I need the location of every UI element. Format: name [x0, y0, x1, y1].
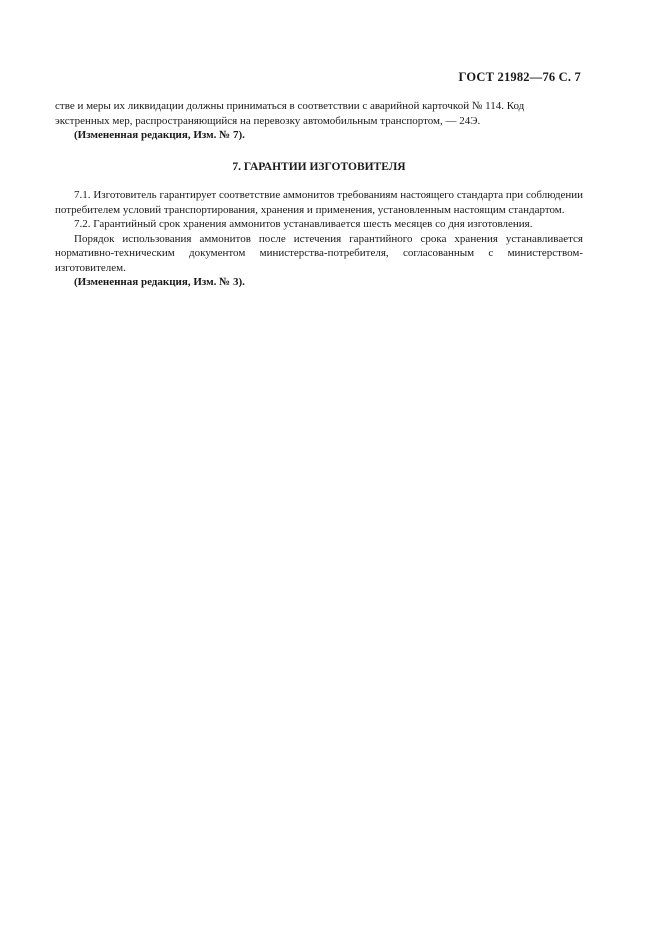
intro-paragraph — [55, 99, 583, 128]
section-title: 7. ГАРАНТИИ ИЗГОТОВИТЕЛЯ — [232, 160, 406, 173]
clause-7-2: 7.2. Гарантийный срок хранения аммонитов устанавливается шесть месяцев со дня изготовления. — [74, 218, 533, 230]
clause-7-2-procedure: Порядок использования аммонитов после истечения гарантийного срока хранения устанавливается нормативно-техническим документом министерства-потребителя, согласованным с министерством-изготовителем. — [55, 232, 583, 274]
amendment-note-3: (Измененная редакция, Изм. № 3). — [74, 276, 245, 288]
intro-line-1: стве и меры их ликвидации должны приниматься в соответствии с аварийной карточкой № 114. Код — [55, 100, 525, 112]
amendment-note-7: (Измененная редакция, Изм. № 7). — [74, 129, 245, 141]
document-body — [55, 99, 583, 290]
running-header: ГОСТ 21982—76 С. 7 — [458, 70, 581, 84]
intro-line-2: экстренных мер, распространяющийся на перевозку автомобильным транспортом, — 24Э. — [55, 114, 481, 127]
clause-7-1: 7.1. Изготовитель гарантирует соответствие аммонитов требованиям настоящего стандарта при соблюдении потребителем условий транспортирования, хранения и применения, установленным настоящим стандартом. — [55, 189, 583, 216]
